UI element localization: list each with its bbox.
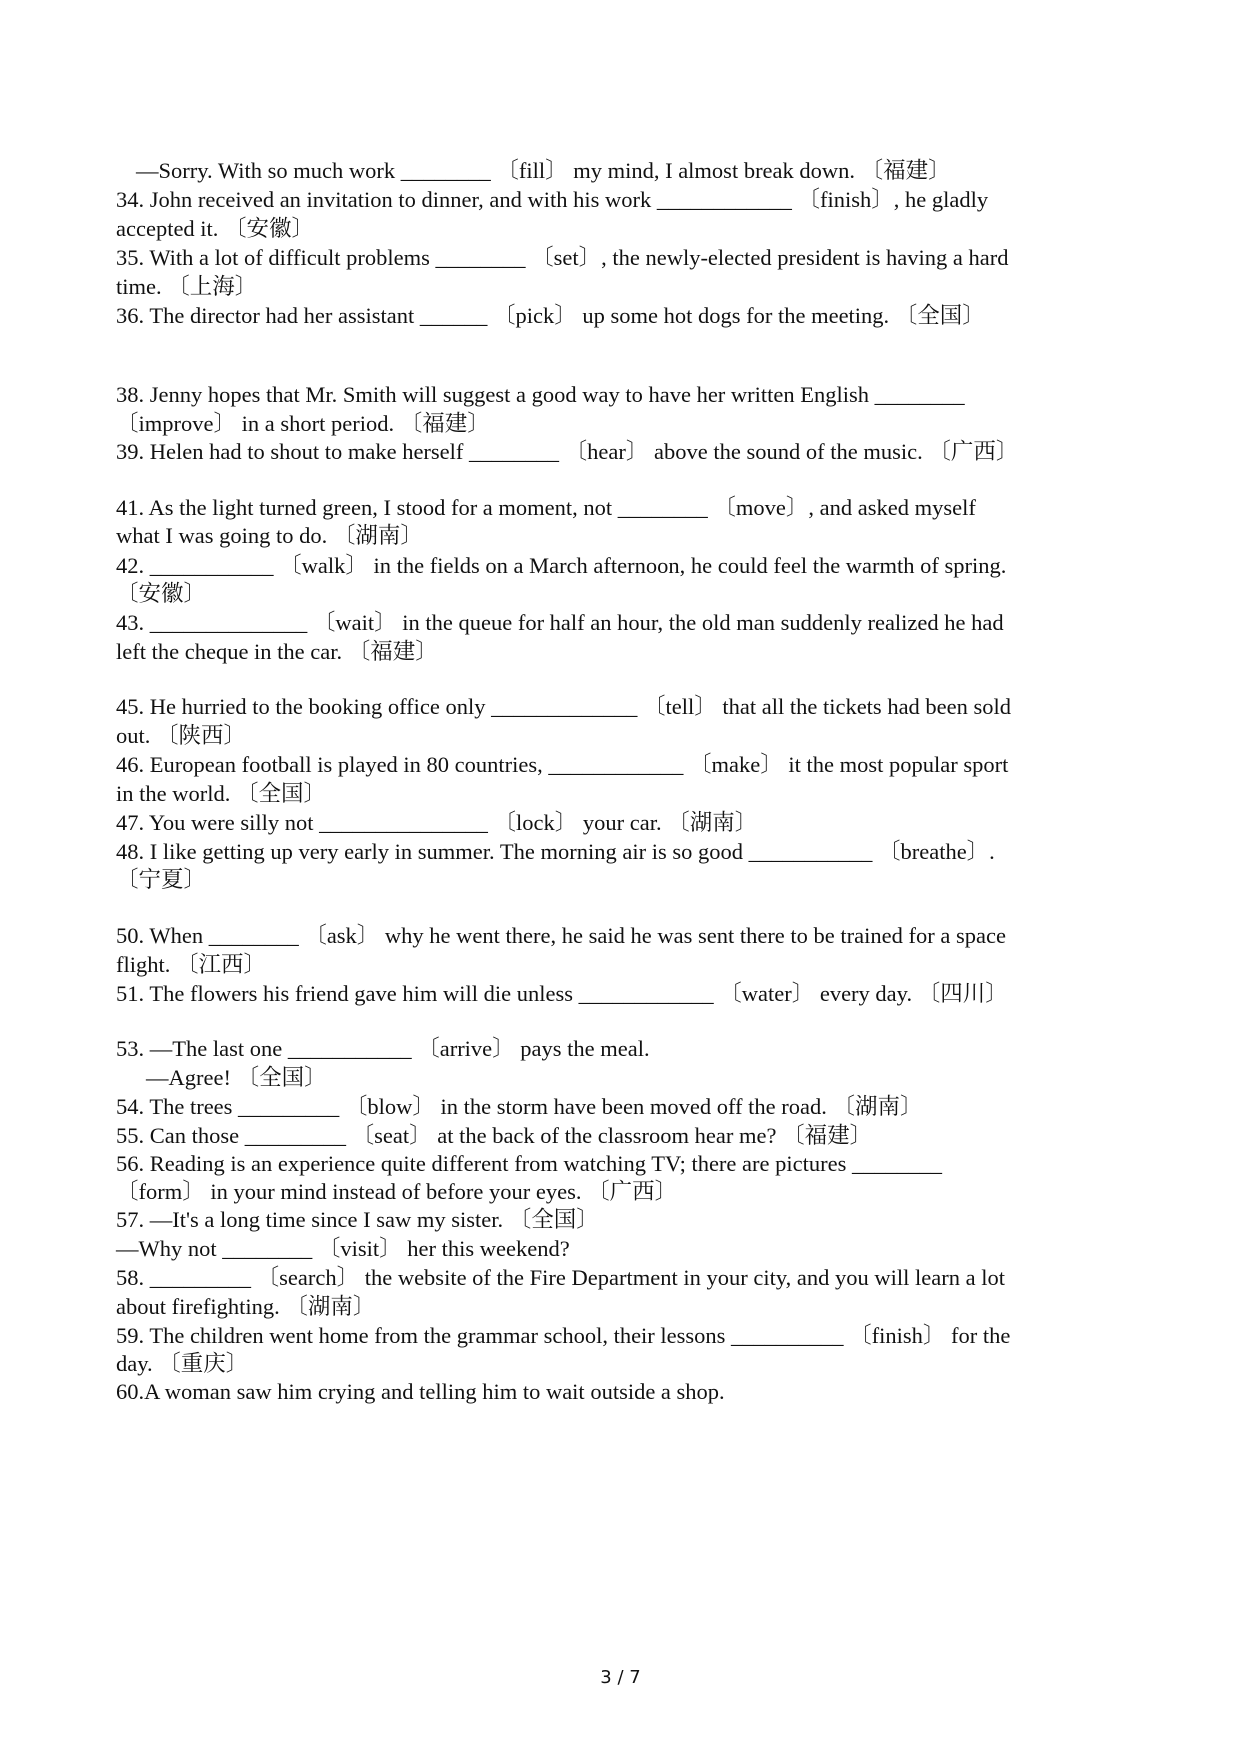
text-line: 〔安徽〕	[116, 581, 207, 606]
text-line: what I was going to do. 〔湖南〕	[116, 523, 423, 548]
text-line: —Agree! 〔全国〕	[146, 1065, 327, 1090]
text-line: 55. Can those _________ 〔seat〕 at the back of the classroom hear me? 〔福建〕	[116, 1123, 873, 1148]
text-line: accepted it. 〔安徽〕	[116, 216, 315, 241]
text-line: 39. Helen had to shout to make herself ________ 〔hear〕 above the sound of the music. 〔广西〕	[116, 439, 1019, 464]
text-line: 35. With a lot of difficult problems ________ 〔set〕, the newly-elected president is having a hard	[116, 245, 1009, 270]
page-number: 3 / 7	[600, 1667, 641, 1688]
text-line: out. 〔陕西〕	[116, 723, 247, 748]
text-line: 〔form〕 in your mind instead of before your eyes. 〔广西〕	[116, 1179, 678, 1204]
text-line: day. 〔重庆〕	[116, 1351, 249, 1376]
text-line: 38. Jenny hopes that Mr. Smith will suggest a good way to have her written English ________	[116, 382, 965, 407]
text-line: 43. ______________ 〔wait〕 in the queue for half an hour, the old man suddenly realized he had	[116, 610, 1004, 635]
text-line: about firefighting. 〔湖南〕	[116, 1294, 376, 1319]
text-line: flight. 〔江西〕	[116, 952, 266, 977]
text-line: 51. The flowers his friend gave him will die unless ____________ 〔water〕 every day. 〔四川〕	[116, 981, 1008, 1006]
text-line: 42. ___________ 〔walk〕 in the fields on a March afternoon, he could feel the warmth of spring.	[116, 553, 1007, 578]
text-line: 34. John received an invitation to dinner, and with his work ____________ 〔finish〕, he gladly	[116, 187, 989, 212]
text-line: 58. _________ 〔search〕 the website of the Fire Department in your city, and you will learn a lot	[116, 1265, 1005, 1290]
text-line: 60.A woman saw him crying and telling him to wait outside a shop.	[116, 1379, 725, 1404]
text-line: 50. When ________ 〔ask〕 why he went there, he said he was sent there to be trained for a space	[116, 923, 1006, 948]
text-line: 54. The trees _________ 〔blow〕 in the storm have been moved off the road. 〔湖南〕	[116, 1094, 923, 1119]
text-line: 36. The director had her assistant ______ 〔pick〕 up some hot dogs for the meeting. 〔全国〕	[116, 303, 985, 328]
text-line: 46. European football is played in 80 countries, ____________ 〔make〕 it the most popular sport	[116, 752, 1009, 777]
text-line: 〔宁夏〕	[116, 867, 207, 892]
text-line: 〔improve〕 in a short period. 〔福建〕	[116, 411, 490, 436]
text-line: 57. —It's a long time since I saw my sister. 〔全国〕	[116, 1207, 599, 1232]
text-line: —Why not ________ 〔visit〕 her this weekend?	[116, 1236, 570, 1261]
text-line: 59. The children went home from the grammar school, their lessons __________ 〔finish〕 for the	[116, 1323, 1011, 1348]
text-line: —Sorry. With so much work ________ 〔fill〕 my mind, I almost break down. 〔福建〕	[136, 158, 951, 183]
text-line: 47. You were silly not _______________ 〔lock〕 your car. 〔湖南〕	[116, 810, 758, 835]
text-line: 41. As the light turned green, I stood for a moment, not ________ 〔move〕, and asked myself	[116, 495, 976, 520]
text-line: 45. He hurried to the booking office only _____________ 〔tell〕 that all the tickets had been sold	[116, 694, 1012, 719]
text-line: 53. —The last one ___________ 〔arrive〕 pays the meal.	[116, 1036, 650, 1061]
text-line: 48. I like getting up very early in summer. The morning air is so good ___________ 〔breathe〕.	[116, 839, 995, 864]
text-line: 56. Reading is an experience quite different from watching TV; there are pictures ________	[116, 1151, 942, 1176]
text-line: in the world. 〔全国〕	[116, 781, 326, 806]
text-line: left the cheque in the car. 〔福建〕	[116, 639, 438, 664]
text-line: time. 〔上海〕	[116, 274, 258, 299]
